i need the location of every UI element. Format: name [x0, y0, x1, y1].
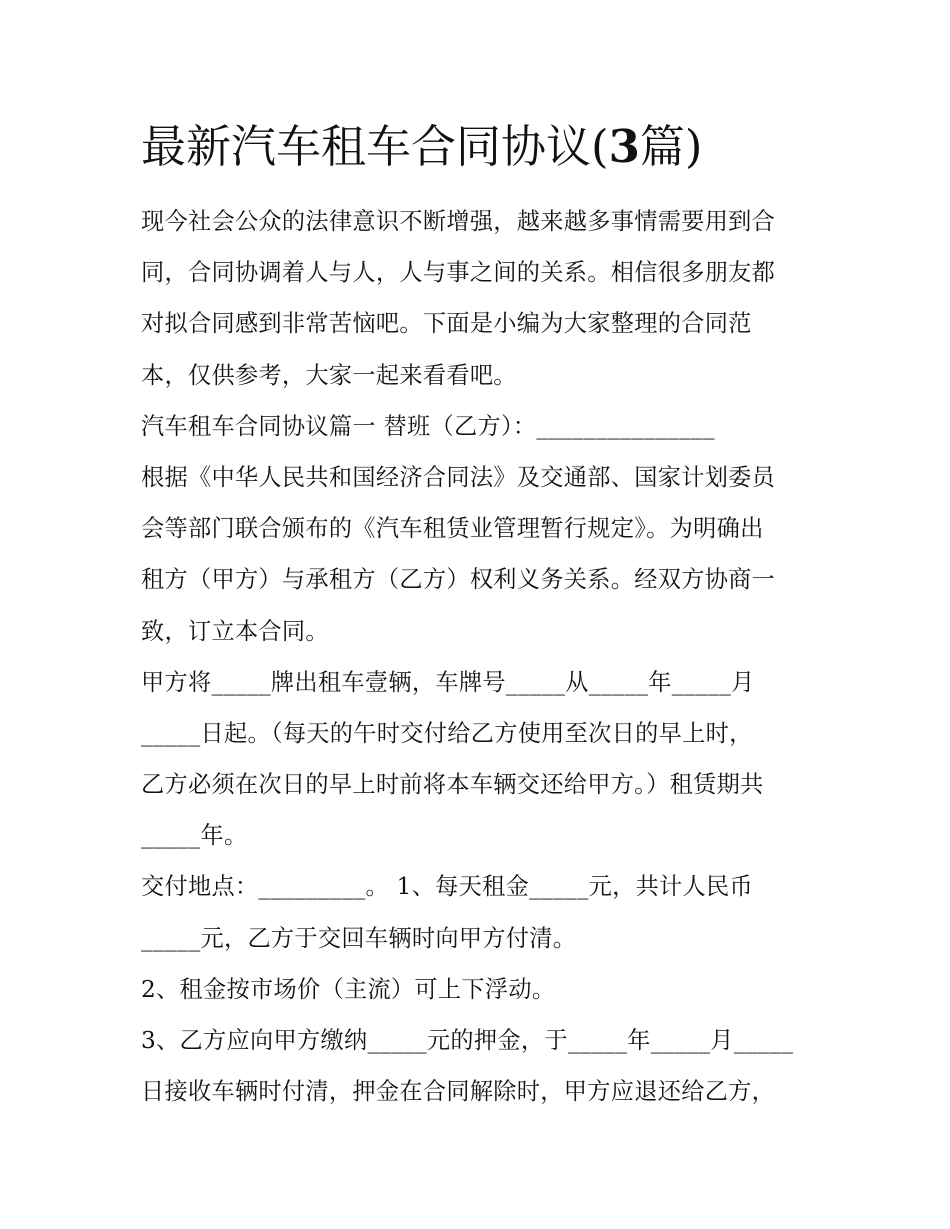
- text-line: 2、租金按市场价（主流）可上下浮动。: [141, 975, 556, 1003]
- document-title: [141, 118, 813, 176]
- text-line: 致，订立本合同。: [141, 617, 329, 645]
- text-line: 会等部门联合颁布的《汽车租赁业管理暂行规定》。为明确出: [141, 515, 764, 543]
- title-main: 最新汽车租车合同协议(: [141, 120, 609, 173]
- text-line: 根据《中华人民共和国经济合同法》及交通部、国家计划委员: [141, 463, 776, 491]
- text-line: 交付地点：_________。 1、每天租金_____元，共计人民币: [141, 873, 754, 901]
- text-line: _____日起。（每天的午时交付给乙方使用至次日的早上时，: [141, 719, 753, 747]
- text-line: 同，合同协调着人与人，人与事之间的关系。相信很多朋友都: [141, 259, 776, 287]
- text-line: 本，仅供参考，大家一起来看看吧。: [141, 361, 517, 389]
- text-line: 甲方将_____牌出租车壹辆，车牌号_____从_____年_____月: [141, 668, 755, 696]
- title-count: 3: [608, 120, 640, 173]
- text-line: 日接收车辆时付清，押金在合同解除时，甲方应退还给乙方，: [141, 1078, 776, 1106]
- text-line: 汽车租车合同协议篇一 替班（乙方）：_______________: [141, 412, 715, 440]
- document-text: [141, 196, 813, 1117]
- text-line: 对拟合同感到非常苦恼吧。下面是小编为大家整理的合同范: [141, 310, 752, 338]
- title-end: 篇): [639, 120, 703, 173]
- text-line: 现今社会公众的法律意识不断增强，越来越多事情需要用到合: [141, 208, 776, 235]
- document-body: [141, 118, 813, 1117]
- text-line: 3、乙方应向甲方缴纳_____元的押金，于_____年_____月_____: [141, 1027, 794, 1054]
- text-line: 租方（甲方）与承租方（乙方）权利义务关系。经双方协商一: [141, 566, 776, 594]
- text-line: 乙方必须在次日的早上时前将本车辆交还给甲方。）租赁期共: [141, 771, 764, 799]
- text-line: _____元，乙方于交回车辆时向甲方付清。: [141, 924, 577, 952]
- text-line: _____年。: [141, 822, 248, 850]
